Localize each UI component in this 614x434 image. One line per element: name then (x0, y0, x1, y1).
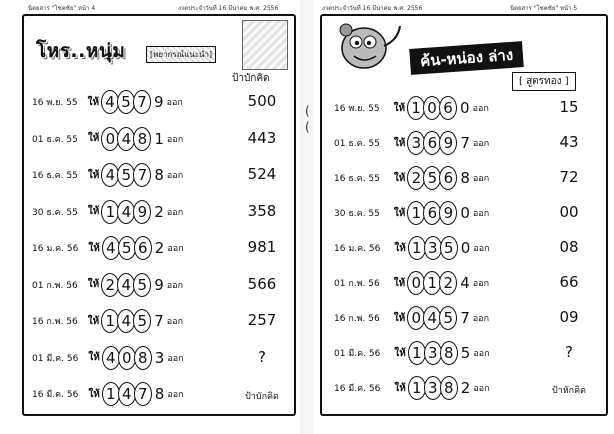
circled-digits (102, 382, 150, 406)
give-label: ให้ (87, 169, 100, 181)
out-label: ออก (472, 209, 490, 219)
give-label: ให้ (393, 312, 406, 324)
out-label: ออก (472, 279, 490, 289)
circled-digit: 4 (118, 382, 136, 406)
result-value: 66 (559, 273, 579, 291)
out-label: ออก (167, 390, 184, 400)
prediction-row (32, 234, 184, 262)
circled-digit: 3 (424, 376, 442, 400)
circled-digit: 4 (102, 236, 120, 260)
circled-digit: 7 (134, 382, 152, 406)
result-value: 566 (247, 274, 277, 293)
prediction-row (32, 271, 183, 299)
prediction-row (32, 125, 183, 153)
prediction-row (32, 380, 184, 408)
circled-digits (407, 131, 455, 155)
prediction-row (334, 164, 489, 192)
circled-digit: 0 (118, 346, 136, 370)
last-digit: 7 (154, 312, 164, 330)
result-value: 443 (247, 128, 277, 147)
circled-digit: 4 (102, 346, 120, 370)
circled-digits (102, 346, 150, 370)
circled-digit: 5 (439, 306, 457, 330)
prediction-row (334, 339, 490, 367)
last-digit: 0 (460, 99, 470, 117)
last-digit: 0 (460, 239, 471, 257)
left-header-center: งวดประจำวันที่ 16 มีนาคม พ.ศ. 2556 (178, 5, 279, 12)
out-label: ออก (166, 317, 184, 327)
left-title: โหร..หนุ่ม (36, 40, 126, 62)
result-value: 09 (559, 308, 579, 326)
circled-digits (407, 306, 455, 330)
last-digit: 5 (460, 344, 471, 362)
circled-digits (101, 200, 149, 224)
row-date: 01 ธ.ค. 55 (334, 139, 380, 149)
give-label: ให้ (393, 172, 406, 184)
circled-digit: 8 (440, 376, 458, 400)
circled-digit: 5 (117, 90, 135, 114)
prediction-row (334, 129, 489, 157)
result-value: 358 (247, 201, 277, 220)
give-label: ให้ (394, 242, 406, 254)
give-label: ให้ (87, 133, 100, 144)
circled-digit: 0 (101, 127, 119, 151)
prediction-row (32, 88, 183, 116)
circled-digits (408, 376, 456, 400)
result-value: 524 (247, 165, 277, 183)
circled-digit: 3 (407, 131, 425, 155)
prediction-row (334, 269, 489, 297)
prediction-row (32, 344, 184, 372)
row-date: 01 มี.ค. 56 (32, 353, 79, 364)
give-label: ให้ (88, 388, 100, 400)
row-date: 01 ก.พ. 56 (334, 279, 380, 289)
out-label: ออก (166, 207, 184, 218)
circled-digits (101, 273, 149, 297)
circled-digit: 3 (424, 341, 442, 365)
last-digit: 1 (154, 129, 164, 148)
circled-digits (408, 236, 456, 260)
row-date: 16 พ.ย. 55 (32, 98, 78, 108)
circled-digit: 5 (423, 166, 441, 190)
give-label: ให้ (393, 277, 406, 289)
circled-digit: 6 (423, 131, 441, 155)
left-subtitle: [พยากรณ์แนะนำ] (146, 46, 216, 63)
circled-digit: 0 (407, 271, 425, 295)
circled-digits (408, 341, 456, 365)
result-value: 43 (559, 133, 579, 151)
last-digit: 8 (154, 385, 165, 403)
last-digit: 2 (154, 202, 164, 221)
left-page (0, 0, 300, 434)
circled-digit: 2 (101, 273, 119, 297)
right-title: ค้น-หน่อง ล่าง (409, 41, 524, 75)
circled-digits (101, 163, 149, 187)
circled-digit: 1 (407, 96, 425, 120)
circled-digit: 6 (423, 201, 441, 225)
give-label: ให้ (394, 347, 406, 359)
circled-digit: 2 (439, 271, 457, 295)
circled-digit: 5 (133, 273, 151, 297)
circled-digit: 9 (439, 201, 457, 225)
right-page (314, 0, 614, 434)
left-author: ป้าบักคิด (232, 73, 270, 84)
prediction-row (32, 161, 183, 189)
row-date: 30 ธ.ค. 55 (32, 207, 78, 218)
prediction-row (334, 94, 489, 122)
circled-digit: 2 (407, 166, 425, 190)
circled-digit: 4 (101, 163, 119, 187)
give-label: ให้ (393, 137, 406, 149)
right-subtitle: [ สูตรทอง ] (512, 72, 576, 91)
circled-digit: 5 (117, 163, 135, 187)
last-digit: 7 (460, 134, 470, 152)
last-digit: 4 (460, 274, 470, 292)
spine-mark: ( (305, 104, 310, 118)
out-label: ออก (473, 384, 490, 394)
circled-digit: 4 (117, 127, 135, 151)
give-label: ให้ (393, 102, 406, 114)
out-label: ออก (472, 139, 490, 149)
result-value: ? (258, 347, 266, 366)
circled-digit: 7 (133, 90, 151, 114)
circled-digit: 4 (117, 200, 135, 224)
circled-digit: 1 (102, 382, 120, 406)
row-date: 16 ม.ค. 56 (32, 244, 79, 254)
circled-digit: 1 (407, 201, 425, 225)
circled-digit: 1 (101, 200, 119, 224)
circled-digit: 1 (408, 376, 426, 400)
circled-digit: 5 (133, 309, 151, 333)
circled-digit: 6 (439, 96, 457, 120)
out-label: ออก (166, 98, 183, 108)
result-value: ป้าบักคิด (245, 392, 279, 402)
circled-digit: 0 (407, 306, 425, 330)
prediction-row (334, 234, 490, 262)
row-date: 16 ก.พ. 56 (32, 317, 78, 327)
give-label: ให้ (87, 96, 100, 108)
out-label: ออก (473, 349, 490, 359)
circled-digits (407, 271, 455, 295)
last-digit: 0 (460, 204, 470, 222)
circled-digit: 4 (117, 273, 135, 297)
circled-digit: 8 (133, 127, 151, 151)
result-value: 500 (247, 92, 277, 110)
last-digit: 7 (460, 309, 470, 327)
circled-digits (101, 127, 149, 151)
row-date: 01 ก.พ. 56 (32, 280, 78, 291)
out-label: ออก (472, 174, 490, 184)
circled-digit: 9 (133, 200, 151, 224)
result-value: 08 (559, 238, 579, 256)
give-label: ให้ (87, 279, 100, 290)
circled-digit: 8 (134, 346, 152, 370)
row-date: 16 มี.ค. 56 (32, 390, 79, 400)
circled-digit: 4 (117, 309, 135, 333)
circled-digit: 4 (423, 306, 441, 330)
last-digit: 9 (154, 275, 164, 294)
circled-digit: 8 (440, 341, 458, 365)
circled-digit: 3 (424, 236, 442, 260)
out-label: ออก (166, 171, 184, 181)
circled-digits (101, 90, 149, 114)
last-digit: 3 (154, 348, 165, 367)
out-label: ออก (472, 104, 489, 114)
circled-digit: 5 (118, 236, 136, 260)
last-digit: 9 (154, 93, 164, 111)
circled-digit: 5 (440, 236, 458, 260)
circled-digit: 1 (408, 236, 426, 260)
circled-digits (101, 309, 149, 333)
prediction-row (32, 307, 183, 335)
last-digit: 8 (154, 166, 164, 184)
portrait-sketch-image (242, 20, 288, 70)
circled-digit: 6 (439, 166, 457, 190)
page-spine (300, 0, 314, 434)
circled-digits (102, 236, 150, 260)
spine-mark: ( (305, 120, 310, 134)
give-label: ให้ (87, 315, 100, 327)
row-date: 16 ม.ค. 56 (334, 244, 381, 254)
result-value: 00 (559, 203, 579, 221)
out-label: ออก (167, 244, 184, 254)
give-label: ให้ (394, 382, 406, 394)
row-date: 16 ก.พ. 56 (334, 314, 380, 324)
row-date: 01 มี.ค. 56 (334, 349, 381, 359)
prediction-row (334, 199, 489, 227)
row-date: 01 ธ.ค. 55 (32, 134, 78, 145)
right-header-left: งวดประจำวันที่ 16 มีนาคม พ.ศ. 2556 (322, 5, 423, 12)
prediction-row (334, 374, 490, 402)
result-value: ? (565, 343, 573, 361)
circled-digit: 9 (439, 131, 457, 155)
circled-digit: 6 (134, 236, 152, 260)
result-value: 257 (247, 311, 277, 329)
result-value: 981 (247, 238, 277, 256)
result-value: ป้าหักคิด (551, 386, 586, 396)
circled-digits (407, 201, 455, 225)
out-label: ออก (166, 280, 184, 291)
left-header: นิตยสาร "โชคชัย" หน้า 4 (28, 5, 96, 12)
circled-digit: 1 (101, 309, 119, 333)
row-date: 16 มี.ค. 56 (334, 384, 381, 394)
row-date: 30 ธ.ค. 55 (334, 209, 380, 219)
out-label: ออก (166, 134, 184, 145)
right-header-right: นิตยสาร "โชคชัย" หน้า 5 (510, 5, 578, 12)
circled-digits (407, 96, 455, 120)
circled-digit: 0 (423, 96, 441, 120)
circled-digit: 1 (423, 271, 441, 295)
out-label: ออก (167, 353, 184, 364)
circled-digit: 1 (408, 341, 426, 365)
out-label: ออก (472, 314, 490, 324)
out-label: ออก (473, 244, 490, 254)
last-digit: 8 (460, 169, 470, 187)
circled-digit: 7 (133, 163, 151, 187)
result-value: 72 (559, 168, 579, 186)
mascot-image (334, 16, 402, 74)
row-date: 16 ธ.ค. 55 (334, 174, 380, 184)
circled-digit: 4 (101, 90, 119, 114)
give-label: ให้ (88, 242, 100, 254)
row-date: 16 ธ.ค. 55 (32, 171, 78, 181)
last-digit: 2 (460, 379, 471, 397)
row-date: 16 พ.ย. 55 (334, 104, 380, 114)
give-label: ให้ (87, 206, 100, 217)
give-label: ให้ (393, 207, 406, 219)
result-value: 15 (559, 98, 579, 116)
prediction-row (334, 304, 489, 332)
circled-digits (407, 166, 455, 190)
prediction-row (32, 198, 183, 226)
give-label: ให้ (88, 352, 100, 363)
last-digit: 2 (154, 239, 165, 257)
